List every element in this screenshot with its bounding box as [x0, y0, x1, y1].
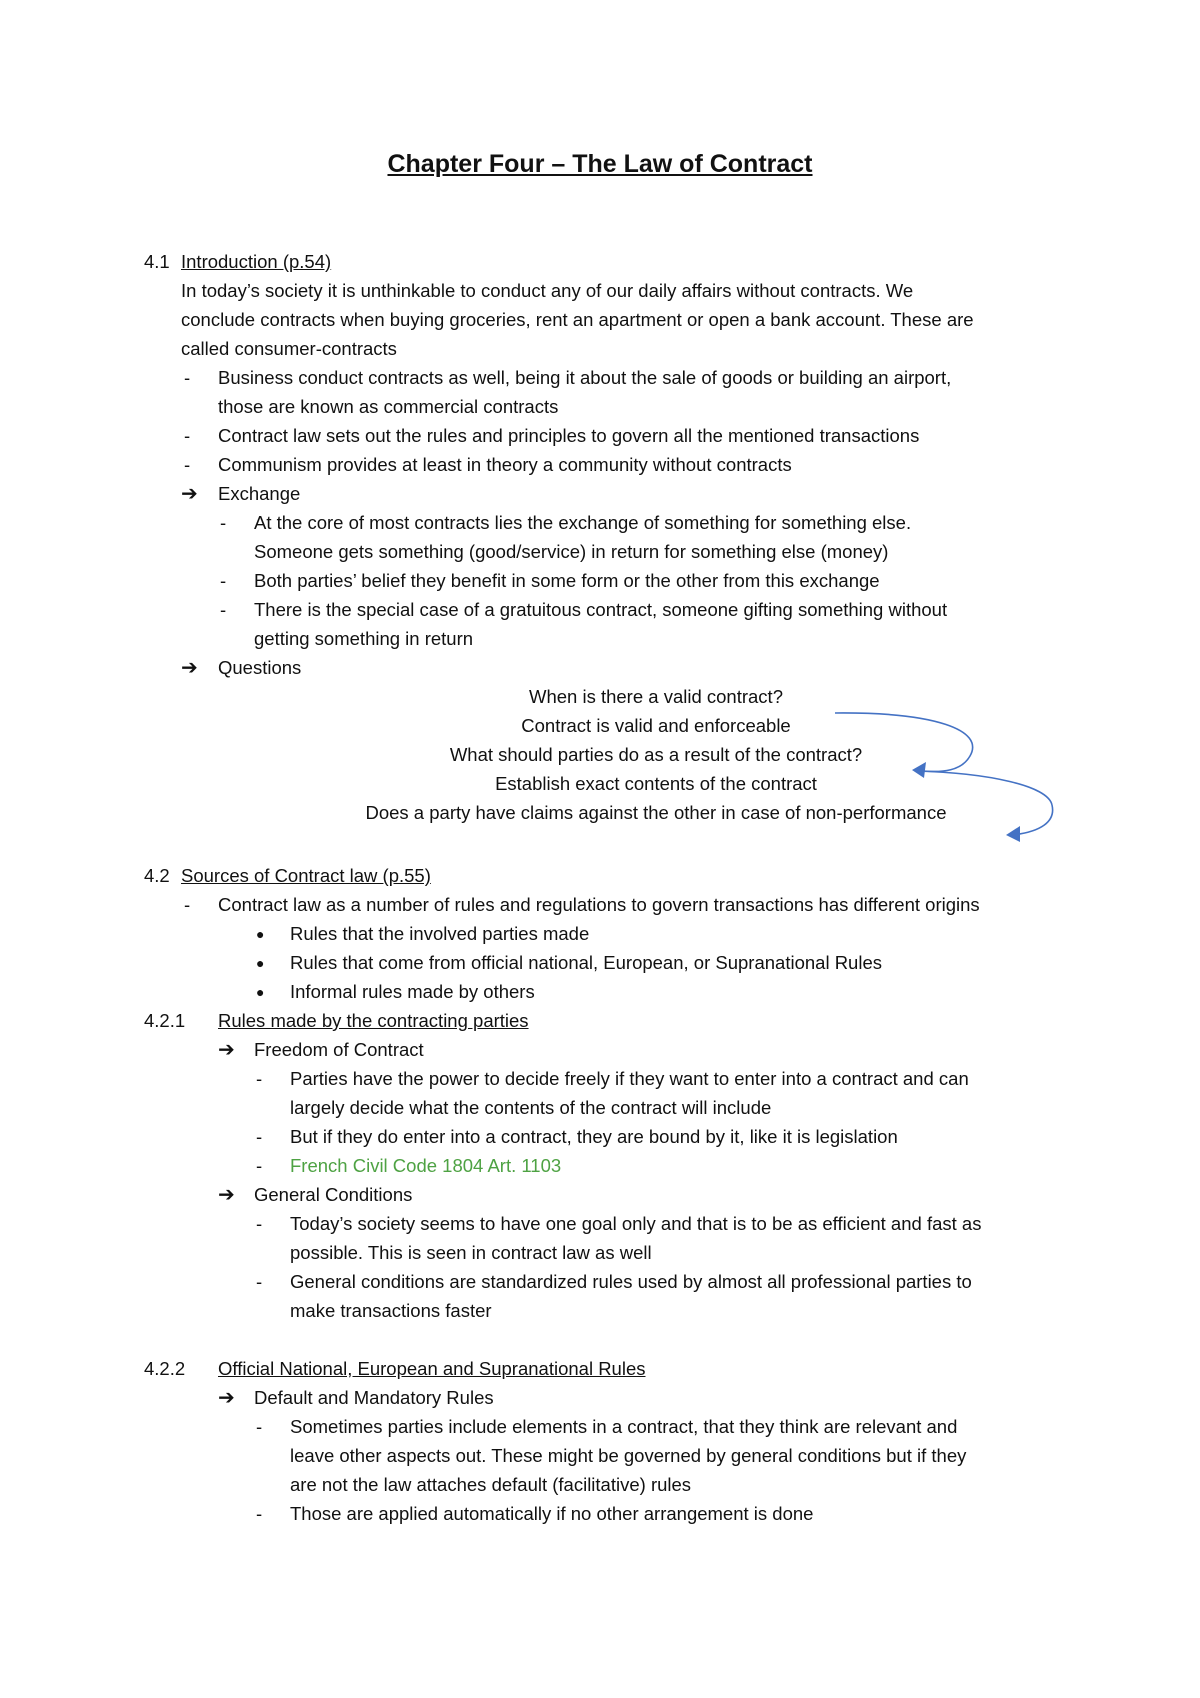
section-heading: Official National, European and Supranational Rules	[218, 1358, 646, 1379]
list-item: General conditions are standardized rules used by almost all professional parties to	[290, 1271, 972, 1292]
subheading-general-conditions: General Conditions	[254, 1184, 413, 1205]
list-item: Business conduct contracts as well, being it about the sale of goods or building an airport,	[218, 367, 952, 388]
dash-marker: -	[256, 1503, 263, 1524]
arrowhead-icon	[1006, 826, 1020, 842]
subheading-questions: Questions	[218, 657, 302, 678]
section-heading: Introduction (p.54)	[181, 251, 332, 272]
dash-marker: -	[184, 454, 191, 475]
arrow-icon: ➔	[181, 483, 198, 505]
question-line: Does a party have claims against the other in case of non-performance	[365, 802, 947, 823]
arrowhead-icon	[912, 762, 926, 778]
list-item-continuation: those are known as commercial contracts	[218, 396, 559, 417]
dash-marker: -	[184, 367, 191, 388]
list-item-continuation: make transactions faster	[290, 1300, 492, 1321]
list-item: Parties have the power to decide freely if they want to enter into a contract and can	[290, 1068, 969, 1089]
list-item: Both parties’ belief they benefit in some form or the other from this exchange	[254, 570, 880, 591]
dash-marker: -	[256, 1271, 263, 1292]
curved-arrow-line	[916, 771, 1053, 835]
curved-arrow-line	[835, 713, 973, 772]
dash-marker: -	[256, 1155, 263, 1176]
section-number: 4.2	[144, 865, 170, 886]
dash-marker: -	[184, 894, 191, 915]
section-heading: Rules made by the contracting parties	[218, 1010, 529, 1031]
dash-marker: -	[184, 425, 191, 446]
arrow-icon: ➔	[218, 1387, 235, 1409]
arrow-icon: ➔	[218, 1184, 235, 1206]
dash-marker: -	[256, 1213, 263, 1234]
paragraph-line: called consumer-contracts	[181, 338, 397, 359]
list-item: Those are applied automatically if no other arrangement is done	[290, 1503, 814, 1524]
dash-marker: -	[256, 1068, 263, 1089]
bullet-item: Rules that the involved parties made	[290, 923, 590, 944]
list-item: Contract law sets out the rules and principles to govern all the mentioned transactions	[218, 425, 920, 446]
dash-marker: -	[256, 1126, 263, 1147]
paragraph-line: conclude contracts when buying groceries, rent an apartment or open a bank account. These are	[181, 309, 974, 330]
list-item: There is the special case of a gratuitous contract, someone gifting something without	[254, 599, 948, 620]
question-line: What should parties do as a result of the contract?	[449, 744, 863, 765]
section-heading: Sources of Contract law (p.55)	[181, 865, 431, 886]
section-number: 4.2.2	[144, 1358, 186, 1379]
list-item: But if they do enter into a contract, they are bound by it, like it is legislation	[290, 1126, 898, 1147]
list-item: Communism provides at least in theory a community without contracts	[218, 454, 792, 475]
arrow-icon: ➔	[181, 657, 198, 679]
list-item: At the core of most contracts lies the exchange of something for something else.	[254, 512, 912, 533]
bullet-icon: ●	[256, 984, 265, 1000]
dash-marker: -	[220, 570, 227, 591]
subheading-default-rules: Default and Mandatory Rules	[254, 1387, 494, 1408]
list-item-continuation: largely decide what the contents of the contract will include	[290, 1097, 772, 1118]
paragraph-line: In today’s society it is unthinkable to conduct any of our daily affairs without contracts. We	[181, 280, 914, 301]
subheading-freedom: Freedom of Contract	[254, 1039, 424, 1060]
bullet-item: Informal rules made by others	[290, 981, 535, 1002]
list-item-continuation: possible. This is seen in contract law as well	[290, 1242, 652, 1263]
list-item: Today’s society seems to have one goal only and that is to be as efficient and fast as	[290, 1213, 982, 1234]
subheading-exchange: Exchange	[218, 483, 301, 504]
bullet-icon: ●	[256, 926, 265, 942]
list-item-continuation: Someone gets something (good/service) in return for something else (money)	[254, 541, 889, 562]
list-item-continuation: are not the law attaches default (facilitative) rules	[290, 1474, 692, 1495]
highlighted-reference: French Civil Code 1804 Art. 1103	[290, 1155, 562, 1176]
question-line: Contract is valid and enforceable	[521, 715, 791, 736]
dash-marker: -	[220, 512, 227, 533]
section-number: 4.1	[144, 251, 170, 272]
bullet-item: Rules that come from official national, European, or Supranational Rules	[290, 952, 882, 973]
arrow-icon: ➔	[218, 1039, 235, 1061]
list-item-continuation: leave other aspects out. These might be governed by general conditions but if they	[290, 1445, 967, 1466]
question-line: Establish exact contents of the contract	[495, 773, 817, 794]
section-number: 4.2.1	[144, 1010, 186, 1031]
list-item: Sometimes parties include elements in a contract, that they think are relevant and	[290, 1416, 958, 1437]
list-item: Contract law as a number of rules and regulations to govern transactions has different origins	[218, 894, 980, 915]
question-line: When is there a valid contract?	[529, 686, 783, 707]
bullet-icon: ●	[256, 955, 265, 971]
dash-marker: -	[256, 1416, 263, 1437]
list-item-continuation: getting something in return	[254, 628, 474, 649]
page-title: Chapter Four – The Law of Contract	[387, 150, 813, 178]
dash-marker: -	[220, 599, 227, 620]
